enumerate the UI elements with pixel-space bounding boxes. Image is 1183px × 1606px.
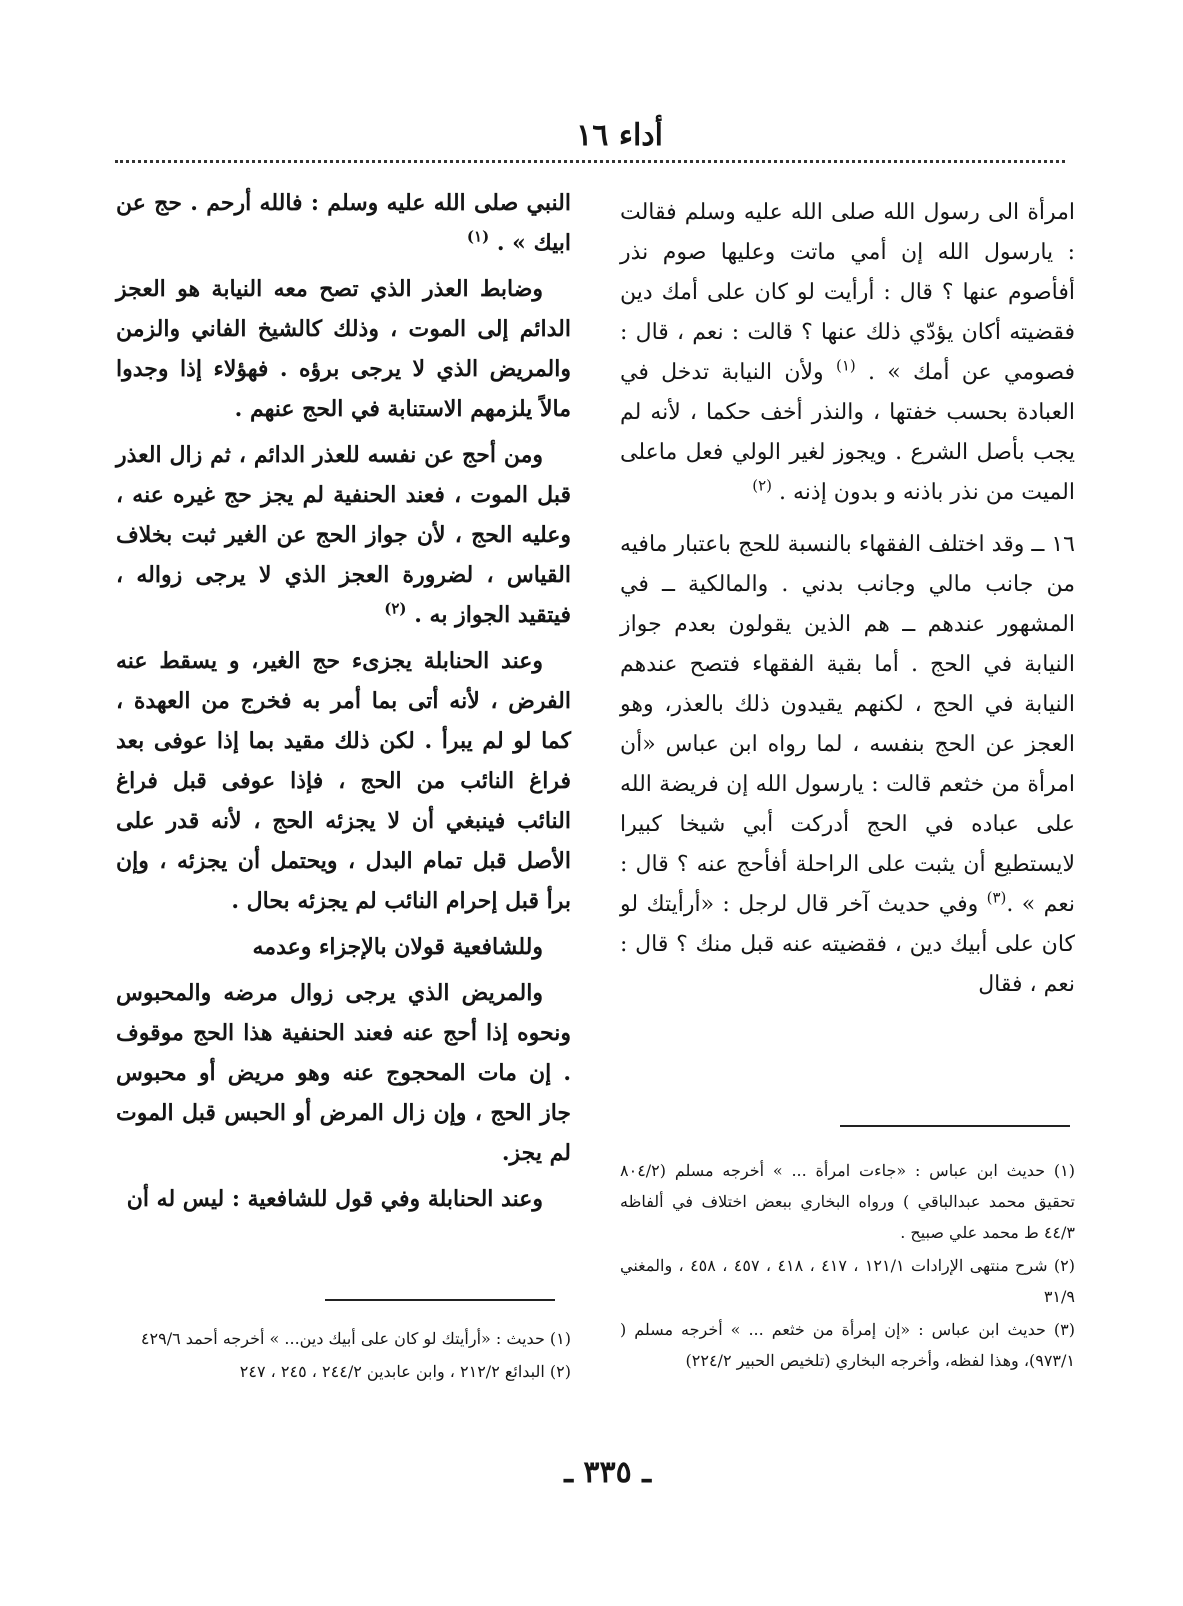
right-paragraph-1 [620,193,1075,513]
right-footnote-1: (١) حديث ابن عباس : «جاءت امرأة ... » أخرجه مسلم (٨٠٤/٢ تحقيق محمد عبدالباقي ) ورواه البخاري ببعض اختلاف في ألفاظه ٤٤/٣ ط محمد علي صبيح . [620,1161,1075,1242]
left-footnote-ref-1: (١) [466,227,490,246]
left-paragraph-3-text: ومن أحج عن نفسه للعذر الدائم ، ثم زال العذر قبل الموت ، فعند الحنفية لم يجز حج غيره عنه ، وعليه الحج ، لأن جواز الحج عن الغير ثبت بخلاف القياس ، لضرورة العجز الذي لا يرجى زواله ، فيتقيد الجواز به . [116,442,571,628]
right-column [620,193,1075,1011]
left-footnote-1: (١) حديث : «أرأيتك لو كان على أبيك دين... » أخرجه أحمد ٤٢٩/٦ [140,1329,571,1348]
footnote-ref-3: (٣) [986,888,1007,907]
left-paragraph-7: وعند الحنابلة وفي قول للشافعية : ليس له أن [126,1186,543,1212]
left-footnote-rule [325,1299,555,1301]
footnote-ref-1: (١) [835,356,856,375]
left-paragraph-4: وعند الحنابلة يجزىء حج الغير، و يسقط عنه الفرض ، لأنه أتى بما أمر به فخرج من العهدة ، كما لو لم يبرأ . لكن ذلك مقيد بما إذا عوفى بعد فراغ النائب من الحج ، فإذا عوفى قبل فراغ النائب فينبغي أن لا يجزئه الحج ، لأنه قدر على الأصل قبل تمام البدل ، ويحتمل أن يجزئه ، وإن برأ قبل إحرام النائب لم يجزئه بحال . [116,648,571,914]
footnote-ref-2: (٢) [752,476,772,495]
left-paragraph-6: والمريض الذي يرجى زوال مرضه والمحبوس ونحوه إذا أحج عنه فعند الحنفية هذا الحج موقوف . إن مات المحجوج عنه وهو مريض أو محبوس جاز الحج ، وإن زال المرض أو الحبس قبل الموت لم يجز. [116,980,571,1166]
left-footnote-2: (٢) البدائع ٢١٢/٢ ، وابن عابدين ٢٤٤/٢ ، ٢٤٥ ، ٢٤٧ [239,1362,571,1381]
right-paragraph-3-text: ١٦ ــ وقد اختلف الفقهاء بالنسبة للحج باعتبار مافيه من جانب مالي وجانب بدني . والمالكية ــ في المشهور عندهم ــ هم الذين يقولون بعدم جواز النيابة في الحج . أما بقية الفقهاء فتصح عندهم النيابة في الحج ، لكنهم يقيدون ذلك بالعذر، وهو العجز عن الحج بنفسه ، لما رواه ابن عباس «أن امرأة من خثعم قالت : يارسول الله إن فريضة الله على عباده في الحج أدركت أبي شيخا كبيرا لايستطيع أن يثبت على الراحلة أفأحج عنه ؟ قال : نعم » . [620,532,1075,917]
page-number: ـ ٣٣٥ ـ [564,1455,651,1490]
right-footnote-rule [840,1125,1070,1127]
right-footnote-2: (٢) شرح منتهى الإرادات ١٢١/١ ، ٤١٧ ، ٤١٨ ، ٤٥٧ ، ٤٥٨ ، والمغني ٣١/٩ [620,1256,1076,1306]
right-footnote-3: (٣) حديث ابن عباس : «إن إمرأة من خثعم ... » أخرجه مسلم ( ٩٧٣/١)، وهذا لفظه، وأخرجه البخاري (تلخيص الحبير ٢٢٤/٢) [620,1320,1075,1370]
left-paragraph-1-text: النبي صلى الله عليه وسلم : فالله أرحم . حج عن ابيك » . [116,190,571,256]
right-footnotes [620,1155,1075,1378]
right-paragraph-1-text: امرأة الى رسول الله صلى الله عليه وسلم فقالت : يارسول الله إن أمي ماتت وعليها صوم نذر أفأصوم عنها ؟ قال : أرأيت لو كان على أمك دين فقضيته أكان يؤدّي ذلك عنها ؟ قالت : نعم ، قال : فصومي عن أمك » . [620,200,1075,385]
left-paragraph-5: وللشافعية قولان بالإجزاء وعدمه [252,934,543,960]
right-paragraph-2-text: ولأن النيابة تدخل في العبادة بحسب خفتها ، والنذر أخف حكما ، لأنه لم يجب بأصل الشرع . ويجوز لغير الولي فعل ماعلى الميت من نذر باذنه و بدون إذنه . [620,360,1075,505]
left-paragraph-3 [116,435,571,635]
right-paragraph-4-text: وفي حديث آخر قال لرجل : «أرأيتك لو كان على أبيك دين ، فقضيته عنه قبل منك ؟ قال : نعم ، فقال [620,892,1075,997]
right-paragraph-3 [620,525,1075,1005]
left-column [116,183,571,1225]
left-paragraph-2: وضابط العذر الذي تصح معه النيابة هو العجز الدائم إلى الموت ، وذلك كالشيخ الفاني والزمن والمريض الذي لا يرجى برؤه . فهؤلاء إذا وجدوا مالاً يلزمهم الاستنابة في الحج عنهم . [116,276,571,422]
left-footnote-ref-2: (٢) [384,599,407,618]
left-footnotes [116,1323,571,1389]
header-dotted-rule [115,160,1065,163]
left-paragraph-1 [116,183,571,263]
page-header-title: أداء ١٦ [576,118,663,153]
